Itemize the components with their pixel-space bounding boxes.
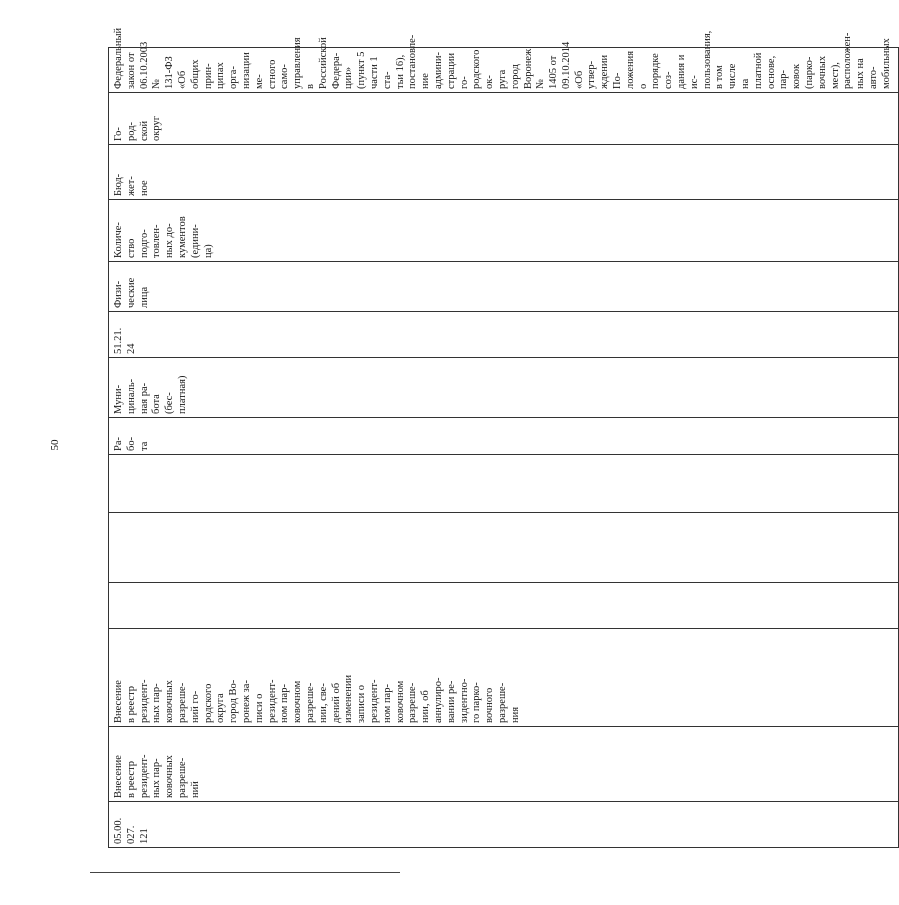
- empty-cell: [109, 455, 899, 513]
- okved-code-cell: [109, 312, 899, 358]
- service-name: Внесение в реестр резидент- ных пар- ковочных разреше- ний: [113, 754, 201, 798]
- footer-divider: [90, 872, 400, 873]
- table-region: [108, 27, 892, 848]
- empty-cell: [109, 513, 899, 583]
- empty-cell: [109, 583, 899, 629]
- services-table: [108, 27, 899, 848]
- consumers-cell: [109, 262, 899, 312]
- institution-type: Бюд- жет- ное: [113, 173, 150, 196]
- legal-basis-cell: [109, 27, 899, 93]
- okved-code: 51.21. 24: [113, 327, 137, 354]
- institution-type-cell: [109, 145, 899, 200]
- service-code-cell: [109, 802, 899, 848]
- legal-basis: Федеральный закон от 06.10.2003 № 131-ФЗ «Об общих прин- ципах орга- низации ме- стного само- управления в Российской Федера- ции» (пункт 5 части 1 ста- тьи 16), постановле- ние админи- страции го- родского ок- руга город Воронеж № 1405 от 09.10.2014 «Об утвер- ждении По- ложения о порядке соз- дания и ис- пользования, в том числе на платной основе, пар- ковок (парко- вочных мест), расположен- ных на авто- мобильных: [113, 27, 892, 89]
- service-name-cell: [109, 727, 899, 802]
- rotated-table-container: [108, 27, 892, 848]
- authority-level-cell: [109, 93, 899, 145]
- volume-indicator: Количе- ство подго- товлен- ных до- кументов (едини- ца): [113, 216, 214, 258]
- service-code: 05.00. 027. 121: [113, 817, 150, 844]
- payment-type: Муни- циналь- ная ра- бота (бес- платная): [113, 375, 188, 414]
- table-row: [109, 48, 899, 848]
- consumers: Физи- ческие лица: [113, 277, 150, 308]
- service-content: Внесение в реестр резидент- ных пар- ковочных разреше- ний го- родского округа город Во- ронеж за- писи о резидент- ном пар- ковочном разреше- нии, све- дений об изменении записи о резидент- ном пар- ковочном разреше- нии, об аннулиро- вании ре- зидентно- го парко- вочного разреше- ния: [113, 674, 521, 723]
- service-kind-cell: [109, 418, 899, 455]
- page-number: 50: [49, 439, 61, 451]
- authority-level: Го- род- ской округ: [113, 115, 163, 141]
- volume-indicator-cell: [109, 200, 899, 262]
- service-content-cell: [109, 629, 899, 727]
- service-kind: Ра- бо- та: [113, 436, 150, 451]
- payment-type-cell: [109, 358, 899, 418]
